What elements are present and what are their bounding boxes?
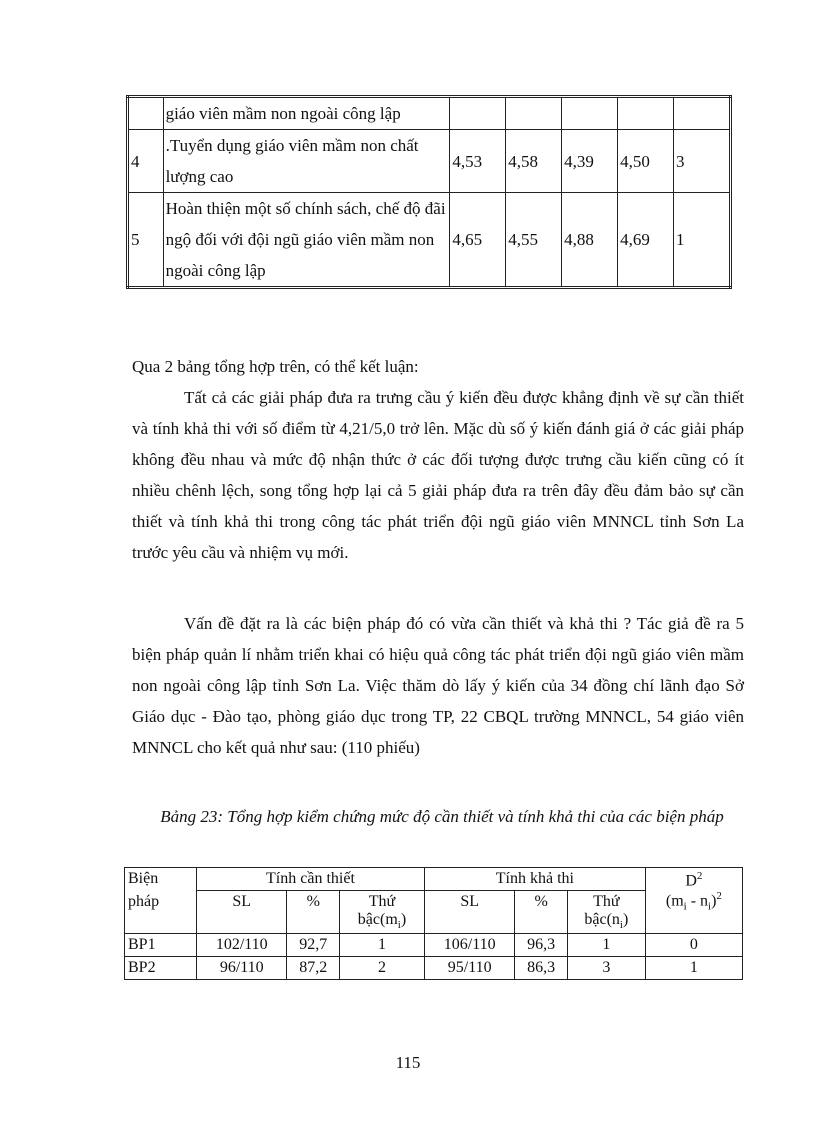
- header-d-sup: 2: [696, 870, 703, 882]
- measure-label: BP2: [125, 957, 197, 980]
- header-pct: %: [287, 891, 340, 934]
- sl-cell: 106/110: [424, 934, 514, 957]
- header-pct: %: [515, 891, 568, 934]
- header-rank-m: [340, 891, 425, 934]
- score-cell: 4,55: [506, 193, 562, 288]
- verification-table: [124, 867, 743, 980]
- header-bien: Biện: [125, 868, 197, 891]
- solution-name: Hoàn thiện một số chính sách, chế độ đãi ngộ đối với đội ngũ giáo viên mầm non ngoài công lập: [163, 193, 450, 288]
- paragraph-conclusion: Tất cả các giải pháp đưa ra trưng cầu ý kiến đều được khẳng định về sự cần thiết và tính khả thi với số điểm từ 4,21/5,0 trở lên. Mặc dù số ý kiến đánh giá ở các giải pháp không đều nhau và mức độ nhận thức ở các đối tượng được trưng cầu kiến cũng có ít nhiều chênh lệch, song tổng hợp lại cả 5 giải pháp đưa ra trên đây đều đảm bảo sự cần thiết và tính khả thi trong công tác phát triển đội ngũ giáo viên MNNCL tỉnh Sơn La trước yêu cầu và nhiệm vụ mới.: [132, 388, 744, 562]
- formula-close: ): [711, 892, 717, 910]
- header-rank-n: [567, 891, 645, 934]
- formula-m: (m: [665, 892, 684, 910]
- rank-cell: 1: [567, 934, 645, 957]
- table-row: [125, 957, 743, 980]
- table-header-row: [125, 868, 743, 891]
- header-kha-thi: Tính khả thi: [424, 868, 645, 891]
- d2-cell: 0: [645, 934, 742, 957]
- score-cell: [506, 97, 562, 130]
- row-number: 5: [128, 193, 164, 288]
- row-number: 4: [128, 130, 164, 193]
- header-d2: [645, 868, 742, 934]
- sl-cell: 96/110: [197, 957, 287, 980]
- score-cell: [618, 97, 674, 130]
- formula-sub-i: i: [708, 900, 712, 913]
- score-cell: 4,53: [450, 130, 506, 193]
- formula-sup: 2: [716, 890, 722, 903]
- header-close: ): [400, 911, 407, 928]
- percent-cell: 92,7: [287, 934, 340, 957]
- header-phap: pháp: [125, 891, 197, 934]
- sl-cell: 95/110: [424, 957, 514, 980]
- header-sl: SL: [424, 891, 514, 934]
- paragraph-survey: Vấn đề đặt ra là các biện pháp đó có vừa cần thiết và khả thi ? Tác giả đề ra 5 biện pháp quản lí nhằm triển khai có hiệu quả công tác phát triển đội ngũ giáo viên mầm non ngoài công lập tỉnh Sơn La. Việc thăm dò lấy ý kiến của 34 đồng chí lãnh đạo Sở Giáo dục - Đào tạo, phòng giáo dục trong TP, 22 CBQL trường MNNCL, 54 giáo viên MNNCL cho kết quả như sau: (110 phiếu): [132, 614, 744, 757]
- table-row: [125, 934, 743, 957]
- table-row: [128, 130, 731, 193]
- table-caption: Bảng 23: Tổng hợp kiểm chứng mức độ cần thiết và tính khả thi của các biện pháp: [160, 807, 724, 826]
- formula-sub-i: i: [683, 900, 687, 913]
- header-sub-i: i: [619, 919, 623, 932]
- score-cell: [450, 97, 506, 130]
- score-cell: 4,50: [618, 130, 674, 193]
- score-cell: 4,69: [618, 193, 674, 288]
- measure-label: BP1: [125, 934, 197, 957]
- solution-name: .Tuyển dụng giáo viên mầm non chất lượng cao: [163, 130, 450, 193]
- sl-cell: 102/110: [197, 934, 287, 957]
- header-thu: Thứ: [368, 893, 396, 910]
- header-sl: SL: [197, 891, 287, 934]
- header-bac-m: bậc(m: [357, 911, 398, 928]
- rank-cell: 1: [674, 193, 731, 288]
- row-number: [128, 97, 164, 130]
- percent-cell: 96,3: [515, 934, 568, 957]
- header-bac-n: bậc(n: [584, 911, 620, 928]
- header-thu: Thứ: [593, 893, 620, 910]
- table-row: [128, 193, 731, 288]
- page-number: 115: [395, 1053, 421, 1072]
- formula-n: - n: [686, 892, 709, 910]
- conclusion-intro: Qua 2 bảng tổng hợp trên, có thể kết luận:: [132, 357, 419, 376]
- rank-cell: 3: [567, 957, 645, 980]
- header-sub-i: i: [397, 919, 401, 932]
- score-cell: 4,88: [562, 193, 618, 288]
- score-cell: [562, 97, 618, 130]
- header-can-thiet: Tính cần thiết: [197, 868, 425, 891]
- criteria-table-continued: [126, 95, 732, 289]
- rank-cell: [674, 97, 731, 130]
- percent-cell: 86,3: [515, 957, 568, 980]
- score-cell: 4,65: [450, 193, 506, 288]
- rank-cell: 3: [674, 130, 731, 193]
- rank-cell: 2: [340, 957, 425, 980]
- score-cell: 4,39: [562, 130, 618, 193]
- score-cell: 4,58: [506, 130, 562, 193]
- percent-cell: 87,2: [287, 957, 340, 980]
- d2-cell: 1: [645, 957, 742, 980]
- solution-name: giáo viên mầm non ngoài công lập: [163, 97, 450, 130]
- rank-cell: 1: [340, 934, 425, 957]
- header-close: ): [622, 911, 629, 928]
- header-d-label: D: [685, 872, 697, 890]
- table-row: [128, 97, 731, 130]
